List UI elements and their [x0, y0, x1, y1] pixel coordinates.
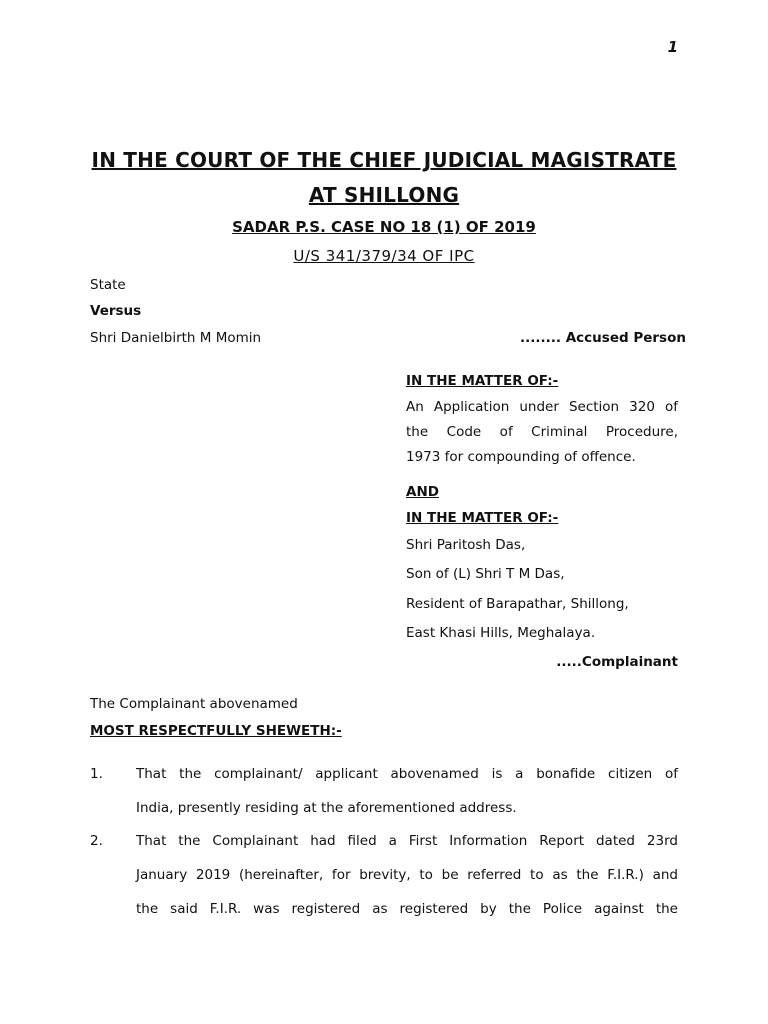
paragraph-line: January 2019 (hereinafter, for brevity, to be referred to as the F.I.R.) and [136, 867, 678, 883]
paragraph-number: 2. [90, 833, 103, 849]
paragraph-line: That the Complainant had filed a First Information Report dated 23rd [136, 833, 678, 849]
complainant-line: Son of (L) Shri T M Das, [406, 566, 565, 582]
matter1-line: An Application under Section 320 of [406, 399, 678, 415]
matter2-heading: IN THE MATTER OF:- [406, 510, 559, 526]
matter1-line: the Code of Criminal Procedure, [406, 424, 678, 440]
complainant-line: Resident of Barapathar, Shillong, [406, 596, 629, 612]
court-title-line2: AT SHILLONG [308, 183, 460, 207]
accused-label: ........ Accused Person [520, 330, 686, 346]
matter1-line: 1973 for compounding of offence. [406, 449, 636, 465]
matter1-heading: IN THE MATTER OF:- [406, 373, 559, 389]
case-number: SADAR P.S. CASE NO 18 (1) OF 2019 [232, 218, 536, 236]
and-label: AND [406, 484, 439, 500]
court-title-line1: IN THE COURT OF THE CHIEF JUDICIAL MAGISTRATE [91, 148, 677, 172]
complainant-line: East Khasi Hills, Meghalaya. [406, 625, 596, 641]
paragraph-line: That the complainant/ applicant abovenamed is a bonafide citizen of [136, 766, 678, 782]
paragraph-line: India, presently residing at the aforementioned address. [136, 800, 517, 816]
sheweth-heading: MOST RESPECTFULLY SHEWETH:- [90, 723, 342, 739]
intro-text: The Complainant abovenamed [90, 696, 298, 712]
paragraph-number: 1. [90, 766, 103, 782]
page-number: 1 [667, 38, 678, 56]
paragraph-line: the said F.I.R. was registered as registered by the Police against the [136, 901, 678, 917]
accused-name: Shri Danielbirth M Momin [90, 330, 262, 346]
complainant-line: Shri Paritosh Das, [406, 537, 526, 553]
party-state: State [90, 277, 126, 293]
versus-label: Versus [90, 303, 142, 319]
ipc-sections: U/S 341/379/34 OF IPC [293, 247, 475, 265]
complainant-role: .....Complainant [556, 654, 678, 670]
